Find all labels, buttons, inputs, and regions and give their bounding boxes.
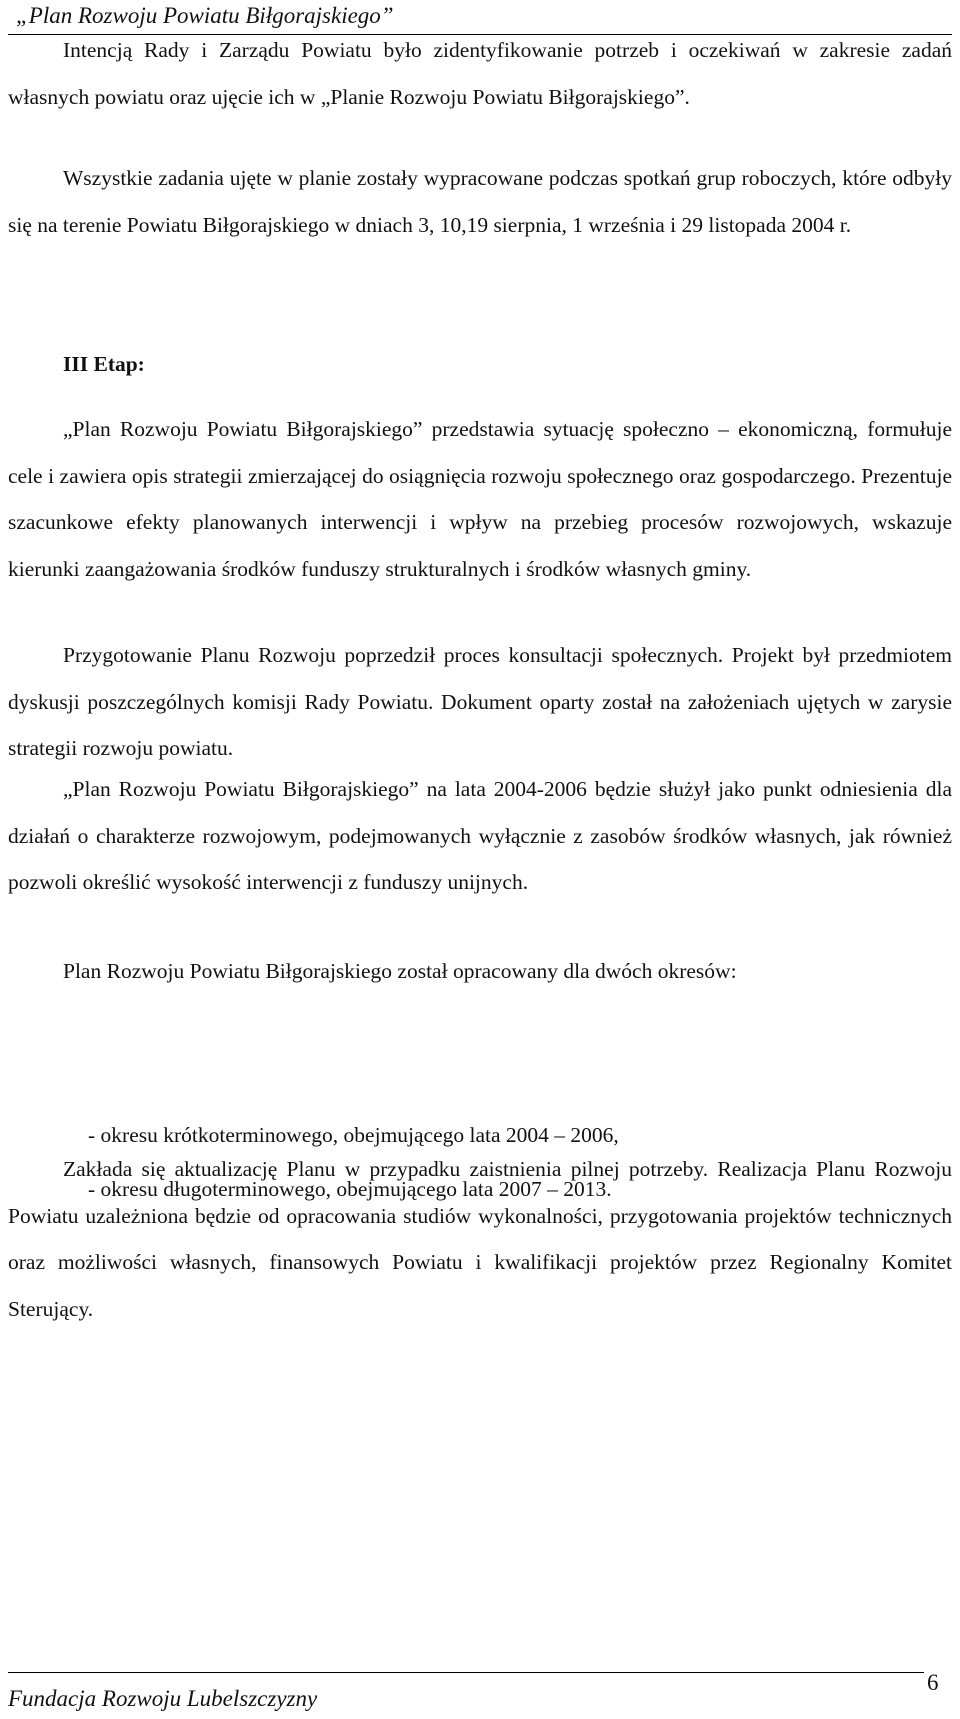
paragraph-working-groups: Wszystkie zadania ujęte w planie zostały wypracowane podczas spotkań grup roboczych, które odbyły się na terenie Powiatu Biłgorajskiego w dniach 3, 10,19 sierpnia, 1 września i 29 listopada 2004 r.	[8, 166, 952, 237]
footer-divider	[8, 1672, 924, 1673]
paragraph-reference-point: „Plan Rozwoju Powiatu Biłgorajskiego” na lata 2004-2006 będzie służył jako punkt odniesienia dla działań o charakterze rozwojowym, podejmowanych wyłącznie z zasobów środków własnych, jak również pozwoli określić wysokość interwencji z funduszy unijnych.	[8, 777, 952, 894]
paragraph-update: Zakłada się aktualizację Planu w przypadku zaistnienia pilnej potrzeby. Realizacja Planu Rozwoju Powiatu uzależniona będzie od opracowania studiów wykonalności, przygotowania projektów technicznych oraz możliwości własnych, finansowych Powiatu i kwalifikacji projektów przez Regionalny Komitet Sterujący.	[8, 1157, 952, 1321]
header-title: „Plan Rozwoju Powiatu Biłgorajskiego”	[16, 3, 394, 28]
list-item: - okresu krótkoterminowego, obejmującego lata 2004 – 2006,	[88, 1123, 619, 1147]
footer-organization: Fundacja Rozwoju Lubelszczyzny	[8, 1686, 318, 1711]
paragraph-plan-description: „Plan Rozwoju Powiatu Biłgorajskiego” przedstawia sytuację społeczno – ekonomiczną, formułuje cele i zawiera opis strategii zmierzającej do osiągnięcia rozwoju społecznego oraz gospodarczego. Prezentuje szacunkowe efekty planowanych interwencji i wpływ na przebieg procesów rozwojowych, wskazuje kierunki zaangażowania środków funduszy strukturalnych i środków własnych gminy.	[8, 417, 952, 581]
section-heading: III Etap:	[63, 352, 145, 376]
paragraph-intention: Intencją Rady i Zarządu Powiatu było zidentyfikowanie potrzeb i oczekiwań w zakresie zadań własnych powiatu oraz ujęcie ich w „Planie Rozwoju Powiatu Biłgorajskiego”.	[8, 38, 952, 109]
paragraph-consultation: Przygotowanie Planu Rozwoju poprzedził proces konsultacji społecznych. Projekt był przedmiotem dyskusji poszczególnych komisji Rady Powiatu. Dokument oparty został na założeniach ujętych w zarysie strategii rozwoju powiatu.	[8, 643, 952, 760]
list-item: - okresu długoterminowego, obejmującego lata 2007 – 2013.	[88, 1177, 612, 1201]
page-number: 6	[927, 1670, 939, 1695]
paragraph-periods: Plan Rozwoju Powiatu Biłgorajskiego został opracowany dla dwóch okresów:	[63, 959, 737, 983]
